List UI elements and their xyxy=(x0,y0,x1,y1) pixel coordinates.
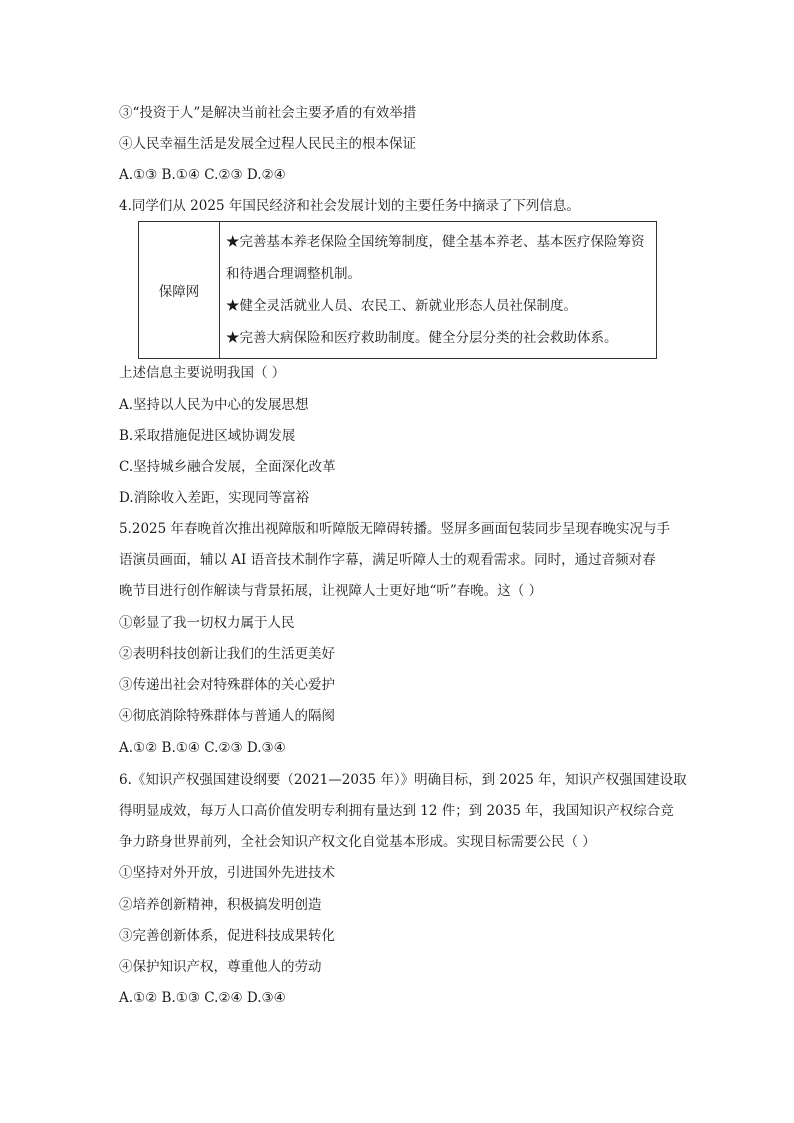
info-table-line: ★完善大病保险和医疗救助制度。健全分层分类的社会救助体系。 xyxy=(226,330,618,346)
question-4-prompt: 上述信息主要说明我国（ ） xyxy=(119,365,286,381)
question-5-option-4: ④彻底消除特殊群体与普通人的隔阂 xyxy=(119,708,335,724)
info-table-line: ★完善基本养老保险全国统筹制度，健全基本养老、基本医疗保险筹资 xyxy=(226,234,645,250)
question-5-stem-line: 晚节目进行创作解读与背景拓展，让视障人士更好地“听”春晚。这（ ） xyxy=(119,583,543,599)
question-4-stem: 4.同学们从 2025 年国民经济和社会发展计划的主要任务中摘录了下列信息。 xyxy=(119,198,580,214)
info-table-line: 和待遇合理调整机制。 xyxy=(226,266,361,282)
question-4-option-b: B.采取措施促进区域协调发展 xyxy=(119,428,296,444)
info-table xyxy=(138,221,657,359)
question-3-answer-choices: A.①③ B.①④ C.②③ D.②④ xyxy=(119,167,286,183)
question-4-option-d: D.消除收入差距，实现同等富裕 xyxy=(119,490,310,506)
info-table-content xyxy=(220,222,657,359)
question-6-stem-line: 争力跻身世界前列，全社会知识产权文化自觉基本形成。实现目标需要公民（ ） xyxy=(119,834,596,850)
question-4-option-c: C.坚持城乡融合发展，全面深化改革 xyxy=(119,459,336,475)
question-5-option-2: ②表明科技创新让我们的生活更美好 xyxy=(119,646,335,662)
question-3-option-4: ④人民幸福生活是发展全过程人民民主的根本保证 xyxy=(119,136,416,152)
question-5-stem-line: 5.2025 年春晚首次推出视障版和听障版无障碍转播。竖屏多画面包装同步呈现春晚实况与手 xyxy=(119,521,671,537)
question-5-answer-choices: A.①② B.①④ C.②③ D.③④ xyxy=(119,740,286,756)
question-5-option-1: ①彰显了我一切权力属于人民 xyxy=(119,615,295,631)
question-6-stem-line: 6.《知识产权强国建设纲要（2021—2035 年）》明确目标，到 2025 年，知识产权强国建设取 xyxy=(119,772,687,788)
question-4-option-a: A.坚持以人民为中心的发展思想 xyxy=(119,397,309,413)
question-6-option-3: ③完善创新体系，促进科技成果转化 xyxy=(119,928,335,944)
question-6-stem-line: 得明显成效，每万人口高价值发明专利拥有量达到 12 件；到 2035 年，我国知识产权综合竞 xyxy=(119,803,674,819)
question-5-option-3: ③传递出社会对特殊群体的关心爱护 xyxy=(119,677,335,693)
question-6-option-4: ④保护知识产权，尊重他人的劳动 xyxy=(119,959,322,975)
question-6-option-2: ②培养创新精神，积极搞发明创造 xyxy=(119,897,322,913)
question-6-option-1: ①坚持对外开放，引进国外先进技术 xyxy=(119,865,335,881)
info-table-header: 保障网 xyxy=(139,222,220,359)
question-5-stem-line: 语演员画面，辅以 AI 语音技术制作字幕，满足听障人士的观看需求。同时，通过音频对春 xyxy=(119,552,656,568)
info-table-line: ★健全灵活就业人员、农民工、新就业形态人员社保制度。 xyxy=(226,298,577,314)
question-6-answer-choices: A.①② B.①③ C.②④ D.③④ xyxy=(119,990,286,1006)
question-3-option-3: ③“投资于人”是解决当前社会主要矛盾的有效举措 xyxy=(119,105,417,121)
